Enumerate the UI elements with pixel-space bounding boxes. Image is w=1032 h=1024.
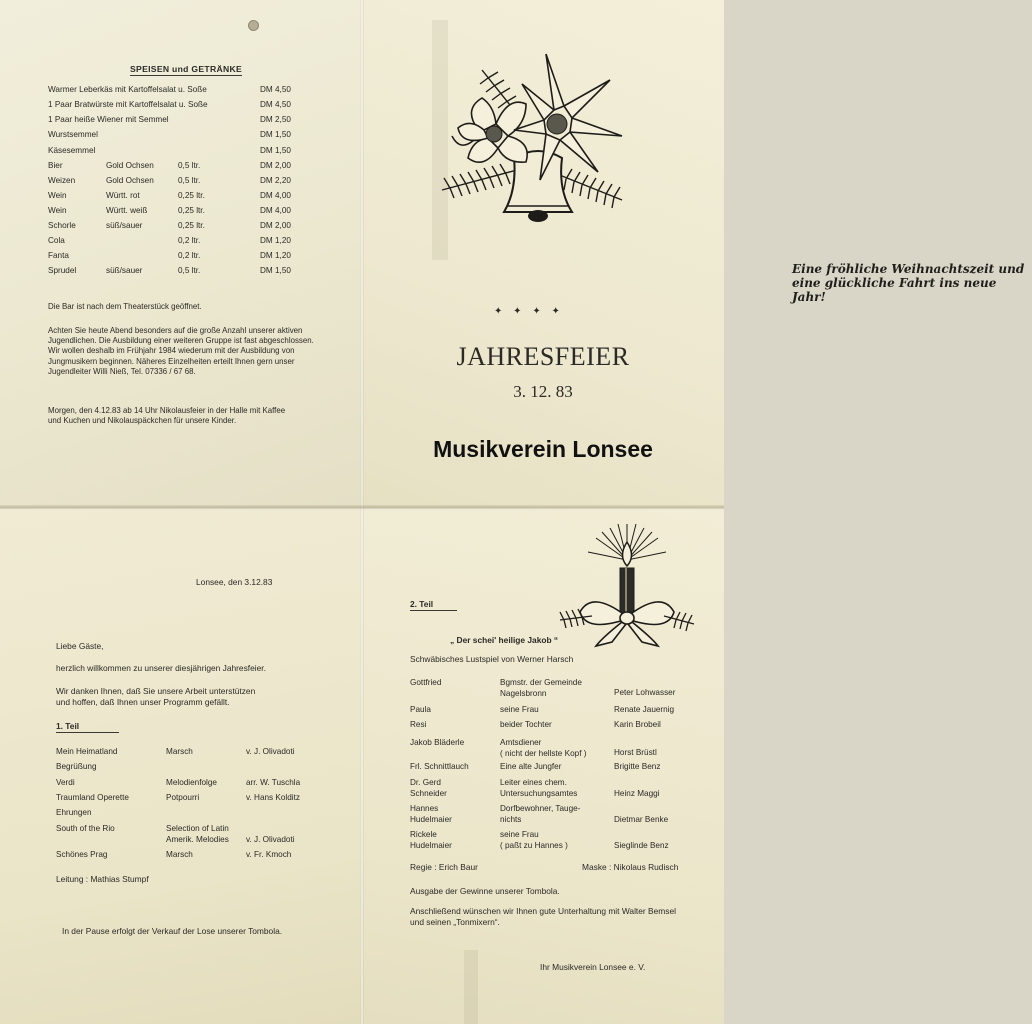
menu-row — [48, 146, 308, 161]
gewinne-line: Ausgabe der Gewinne unserer Tombola. — [410, 886, 560, 896]
program-composer: v. Hans Kolditz — [246, 793, 300, 802]
regie-line: Regie : Erich Baur — [410, 862, 478, 872]
menu-item-price: DM 2,20 — [260, 176, 291, 185]
cast-actor: Renate Jauernig — [614, 705, 675, 714]
welcome-text: herzlich willkommen zu unserer diesjährigen Jahresfeier. — [56, 663, 266, 673]
cast-role: Hannes — [410, 804, 439, 813]
menu-item-size: 0,2 ltr. — [178, 251, 201, 260]
program-type: Amerik. Melodies — [166, 835, 229, 844]
cast-role: Jakob Bläderle — [410, 738, 465, 747]
cast-description-line-2: Nagelsbronn — [500, 688, 547, 698]
cast-role: Rickele — [410, 830, 437, 839]
menu-item-brand: Gold Ochsen — [106, 176, 154, 185]
salutation: Liebe Gäste, — [56, 641, 104, 651]
menu-row — [48, 176, 308, 191]
bar-note: Die Bar ist nach dem Theaterstück geöffnet. — [48, 302, 202, 311]
cast-description — [500, 841, 568, 852]
menu-item-size: 0,25 ltr. — [178, 191, 205, 200]
part1-heading: 1. Teil — [56, 721, 119, 733]
menu-row — [48, 130, 308, 145]
cast-actor: Sieglinde Benz — [614, 841, 669, 850]
cast-description — [500, 720, 552, 731]
cast-description-line-1: ( paßt zu Hannes ) — [500, 841, 568, 850]
program-type: Potpourri — [166, 793, 200, 802]
cast-description-line-1: beider Tochter — [500, 720, 552, 729]
menu-item-name: Cola — [48, 236, 65, 245]
menu-row — [48, 251, 308, 266]
program-type: Melodienfolge — [166, 778, 217, 787]
menu-item-size: 0,25 ltr. — [178, 206, 205, 215]
program-title: South of the Rio — [56, 824, 115, 833]
menu-item-price: DM 1,50 — [260, 266, 291, 275]
menu-item-name: Warmer Leberkäs mit Kartoffelsalat u. Soße — [48, 85, 207, 94]
cast-description-line-1: seine Frau — [500, 705, 539, 714]
cast-role: Hudelmaier — [410, 815, 452, 824]
cast-description-line-1: Untersuchungsamtes — [500, 789, 578, 798]
event-date: 3. 12. 83 — [513, 382, 573, 401]
program-title: Ehrungen — [56, 808, 92, 817]
cast-role: Dr. Gerd — [410, 778, 441, 787]
menu-row — [48, 221, 308, 236]
menu-row — [48, 236, 308, 251]
program-title: Verdi — [56, 778, 75, 787]
cast-role: Hudelmaier — [410, 841, 452, 850]
crease-shadow — [432, 20, 448, 260]
menu-item-name: Schorle — [48, 221, 76, 230]
signature: Ihr Musikverein Lonsee e. V. — [540, 962, 646, 972]
play-title: „ Der schei' heilige Jakob “ — [450, 635, 559, 645]
menu-item-name: Sprudel — [48, 266, 77, 275]
menu-row — [48, 100, 308, 115]
menu-item-size: 0,2 ltr. — [178, 236, 201, 245]
menu-row — [48, 206, 308, 221]
greeting-line-2: eine glückliche Fahrt ins neue Jahr! — [792, 276, 997, 304]
christmas-rose-bell-illustration — [422, 40, 642, 240]
program-row — [56, 850, 356, 863]
menu-item-name: Fanta — [48, 251, 69, 260]
cast-actor: Brigitte Benz — [614, 762, 661, 771]
cast-description-line-1: Dorfbewohner, Tauge- — [500, 804, 581, 813]
program-type: Marsch — [166, 747, 193, 756]
cast-actor: Peter Lohwasser — [614, 688, 676, 697]
program-row — [56, 835, 356, 848]
menu-item-name: Bier — [48, 161, 63, 170]
program-composer: v. Fr. Kmoch — [246, 850, 292, 859]
program-title: Begrüßung — [56, 762, 97, 771]
menu-item-size: 0,5 ltr. — [178, 176, 201, 185]
program-row — [56, 808, 356, 821]
cast-description — [500, 762, 561, 773]
program-composer: arr. W. Tuschla — [246, 778, 301, 787]
cast-description-line-1: Amtsdiener — [500, 738, 542, 747]
menu-item-brand: Württ. rot — [106, 191, 140, 200]
menu-row — [48, 191, 308, 206]
menu-item-size: 0,5 ltr. — [178, 161, 201, 170]
program-composer: v. J. Olivadoti — [246, 835, 295, 844]
menu-item-price: DM 4,50 — [260, 100, 291, 109]
menu-item-size: 0,25 ltr. — [178, 221, 205, 230]
greeting-text — [792, 262, 1032, 304]
play-subtitle: Schwäbisches Lustspiel von Werner Harsch — [410, 654, 574, 664]
cast-description-line-1: nichts — [500, 815, 522, 824]
menu-item-price: DM 2,00 — [260, 221, 291, 230]
cast-description — [500, 778, 567, 789]
menu-row — [48, 266, 308, 281]
cast-description — [500, 678, 582, 699]
vertical-fold — [360, 0, 364, 1024]
program-row — [56, 793, 356, 806]
menu-row — [48, 85, 308, 100]
menu-item-price: DM 4,00 — [260, 191, 291, 200]
cast-description — [500, 830, 539, 841]
candle-bow-illustration — [552, 520, 702, 650]
closing-line-2: und seinen „Tonmixern“. — [410, 917, 500, 927]
program-title: Schönes Prag — [56, 850, 108, 859]
program-row — [56, 747, 356, 760]
cover-panel — [362, 0, 1025, 508]
youth-note: Achten Sie heute Abend besonders auf die große Anzahl unserer aktiven Jugendlichen. Die Ausbildung einer weiteren Gruppe ist fast abgeschlossen. Wir wollen deshalb im Frühjahr 1984 wiederum mit der Ausbildung von Jungmusikern beginnen. Näheres Einzelheiten erteilt Ihnen gern unser Jugendleiter Willi Nieß, Tel. 07336 / 67 68. — [48, 326, 314, 376]
place-date: Lonsee, den 3.12.83 — [196, 577, 273, 587]
cast-description-line-1: Bgmstr. der Gemeinde — [500, 678, 582, 687]
thanks-line-2: und hoffen, daß Ihnen unser Programm gefällt. — [56, 697, 230, 707]
menu-item-name: Weizen — [48, 176, 76, 185]
cast-actor: Horst Brüstl — [614, 748, 657, 757]
ornament-stars: ✦ ✦ ✦ ✦ — [494, 306, 564, 317]
crease-shadow — [464, 950, 478, 1024]
program-title: Traumland Operette — [56, 793, 129, 802]
menu-item-price: DM 1,20 — [260, 236, 291, 245]
cast-role: Schneider — [410, 789, 447, 798]
program-title: Mein Heimatland — [56, 747, 118, 756]
menu-item-size: 0,5 ltr. — [178, 266, 201, 275]
letter-panel — [0, 508, 362, 1024]
tombola-note: In der Pause erfolgt der Verkauf der Lose unserer Tombola. — [62, 926, 283, 936]
cast-role: Gottfried — [410, 678, 442, 687]
cast-role: Frl. Schnittlauch — [410, 762, 469, 771]
maske-line: Maske : Nikolaus Rudisch — [582, 862, 679, 872]
menu-item-name: Wein — [48, 191, 67, 200]
menu-item-name: Wein — [48, 206, 67, 215]
punch-hole — [248, 20, 259, 31]
menu-item-price: DM 4,50 — [260, 85, 291, 94]
program-type: Selection of Latin — [166, 824, 229, 833]
menu-panel — [0, 0, 362, 508]
cast-actor: Heinz Maggi — [614, 789, 660, 798]
menu-item-brand: süß/sauer — [106, 266, 143, 275]
club-name: Musikverein Lonsee — [433, 436, 653, 462]
cast-description — [500, 705, 539, 716]
part2-heading: 2. Teil — [410, 599, 457, 611]
menu-item-price: DM 2,00 — [260, 161, 291, 170]
menu-item-price: DM 2,50 — [260, 115, 291, 124]
menu-row — [48, 115, 308, 130]
cast-description-line-1: Eine alte Jungfer — [500, 762, 562, 771]
menu-item-name: Wurstsemmel — [48, 130, 98, 139]
nikolaus-note: Morgen, den 4.12.83 ab 14 Uhr Nikolausfeier in der Halle mit Kaffee und Kuchen und Nikolauspäckchen für unsere Kinder. — [48, 406, 286, 426]
menu-item-name: 1 Paar heiße Wiener mit Semmel — [48, 115, 169, 124]
thanks-line-1: Wir danken Ihnen, daß Sie unsere Arbeit unterstützen — [56, 686, 256, 696]
cast-actor: Karin Brobeil — [614, 720, 661, 729]
program-row — [56, 778, 356, 791]
event-title: JAHRESFEIER — [456, 342, 630, 371]
menu-header: SPEISEN und GETRÄNKE — [130, 64, 242, 74]
cast-description — [500, 738, 586, 759]
program-type: Marsch — [166, 850, 193, 859]
cast-role: Resi — [410, 720, 427, 729]
menu-item-price: DM 4,00 — [260, 206, 291, 215]
cast-actor: Dietmar Benke — [614, 815, 669, 824]
menu-item-price: DM 1,20 — [260, 251, 291, 260]
cast-role: Paula — [410, 705, 431, 714]
menu-item-brand: Württ. weiß — [106, 206, 148, 215]
menu-item-name: 1 Paar Bratwürste mit Kartoffelsalat u. Soße — [48, 100, 208, 109]
program-row — [56, 762, 356, 775]
greeting-line-1: Eine fröhliche Weihnachtszeit und — [792, 262, 1025, 276]
menu-item-name: Käsesemmel — [48, 146, 96, 155]
cast-description-line-1: seine Frau — [500, 830, 539, 839]
menu-item-brand: süß/sauer — [106, 221, 143, 230]
cast-description — [500, 789, 577, 800]
menu-item-price: DM 1,50 — [260, 146, 291, 155]
program-composer: v. J. Olivadoti — [246, 747, 295, 756]
cast-description — [500, 804, 580, 815]
closing-line-1: Anschließend wünschen wir Ihnen gute Unterhaltung mit Walter Bemsel — [410, 906, 676, 916]
leader-line: Leitung : Mathias Stumpf — [56, 874, 149, 884]
menu-row — [48, 161, 308, 176]
cast-description — [500, 815, 521, 826]
menu-item-price: DM 1,50 — [260, 130, 291, 139]
horizontal-fold — [0, 505, 724, 510]
cast-description-line-1: Leiter eines chem. — [500, 778, 567, 787]
cast-description-line-2: ( nicht der hellste Kopf ) — [500, 748, 587, 758]
menu-item-brand: Gold Ochsen — [106, 161, 154, 170]
